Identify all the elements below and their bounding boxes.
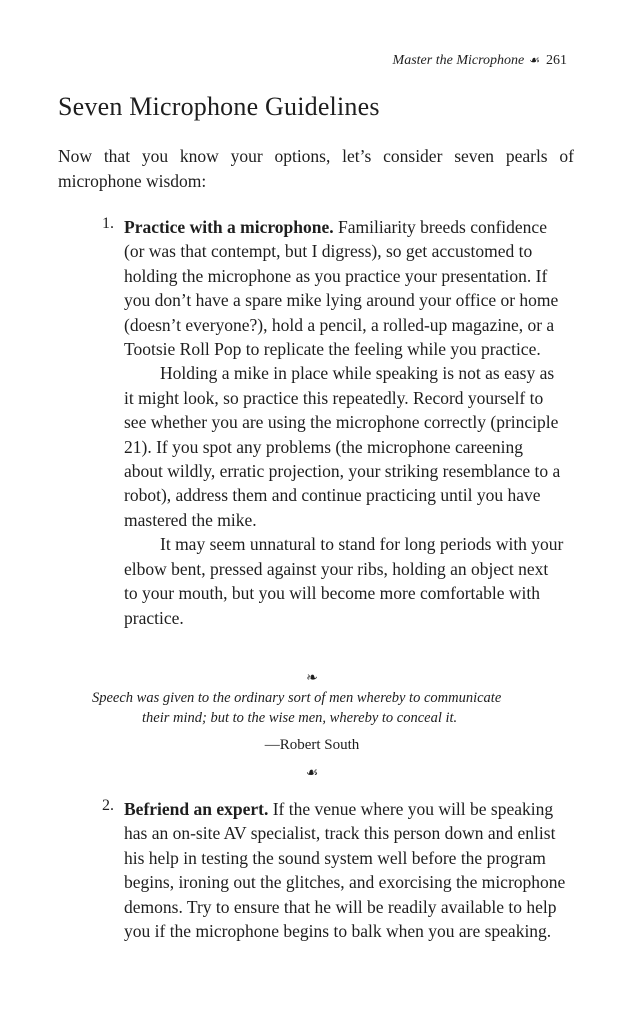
page-number: 261 [546, 53, 567, 68]
item-lead: Practice with a microphone. [124, 217, 334, 237]
item-text: If the venue where you will be speaking has an on-site AV specialist, track this person down and enlist his help in testing the sound system well before the program begins, ironing out the glitches, and exorcising the microphone demons. Try to ensure that he will be readily available to help you if the microphone begins to balk when you are speaking. [124, 799, 566, 942]
intro-paragraph: Now that you know your options, let’s consider seven pearls of microphone wisdom: [58, 146, 574, 191]
quote-ornament-top-icon: ❧ [306, 671, 318, 686]
section-title: Seven Microphone Guidelines [58, 92, 380, 121]
guideline-item-2 [102, 797, 566, 943]
item-paragraph: It may seem unnatural to stand for long periods with your elbow bent, pressed against your ribs, holding an object next to your mouth, but you will become more comfortable with practice. [124, 534, 564, 628]
item-number: 1. [102, 215, 114, 232]
item-paragraph [124, 215, 566, 361]
epigraph-quote [92, 688, 562, 728]
quote-line-2: their mind; but to the wise men, whereby to conceal it. [142, 710, 458, 726]
quote-line-1: Speech was given to the ordinary sort of men whereby to communicate [92, 690, 502, 706]
item-paragraph [124, 797, 566, 943]
guideline-item-1 [102, 215, 566, 630]
quote-attribution: —Robert South [264, 737, 360, 753]
item-text: Familiarity breeds confidence (or was that contempt, but I digress), so get accustomed to holding the microphone as you practice your presentation. If you don’t have a spare mike lying around your office or home (doesn’t everyone?), hold a pencil, a rolled-up magazine, or a Tootsie Roll Pop to replicate the feeling while you practice. [124, 217, 559, 360]
running-title: Master the Microphone [392, 53, 525, 68]
item-number: 2. [102, 797, 114, 814]
fleuron-ornament-icon: ☙ [529, 53, 540, 67]
running-header [393, 53, 567, 69]
quote-ornament-bottom-icon: ☙ [305, 766, 319, 781]
item-paragraph: Holding a mike in place while speaking is not as easy as it might look, so practice this repeatedly. Record yourself to see whether you are using the microphone correctly (principle 21). If you spot any problems (the microphone careening about wildly, erratic projection, your striking resemblance to a robot), address them and continue practicing until you have mastered the mike. [124, 363, 561, 530]
item-lead: Befriend an expert. [124, 799, 269, 819]
